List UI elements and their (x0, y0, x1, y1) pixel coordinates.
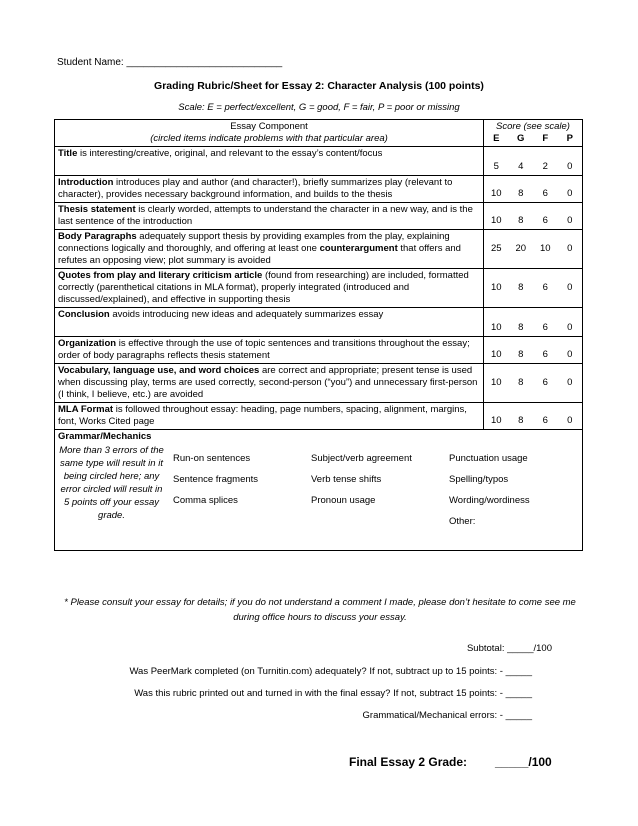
grammar-item: Punctuation usage (449, 453, 528, 464)
score-letter-e: E (493, 133, 500, 144)
score-p: 0 (567, 376, 573, 388)
score-e: 10 (490, 349, 502, 360)
score-f: 6 (542, 349, 548, 360)
score-letter-g: G (517, 133, 525, 144)
final-grade-value: _____/100 (495, 755, 552, 769)
score-p: 0 (567, 215, 573, 226)
component-header: Essay Component (230, 121, 308, 132)
score-header-cell (484, 120, 583, 147)
criterion-cell (55, 337, 484, 364)
score-f: 6 (542, 215, 548, 226)
score-cell (484, 203, 583, 230)
rubric-row-title (55, 147, 583, 176)
score-p: 0 (567, 242, 573, 254)
subtotal-line: Subtotal: _____/100 (466, 643, 552, 654)
grammar-item: Comma splices (173, 495, 238, 506)
score-e: 10 (490, 322, 502, 333)
grammatical-errors-line: Grammatical/Mechanical errors: - _____ (362, 710, 532, 721)
score-cell (484, 364, 583, 403)
score-e: 25 (490, 242, 502, 254)
criterion-cell (55, 176, 484, 203)
score-p: 0 (567, 322, 573, 333)
score-e: 10 (490, 415, 502, 426)
rubric-row-thesis (55, 203, 583, 230)
grammar-item: Other: (449, 516, 476, 527)
criterion-text: adequately support thesis by providing examples from the play, explaining connections logically and thoroughly, and offering at least one (58, 231, 450, 254)
score-g: 8 (518, 349, 524, 360)
score-p: 0 (567, 188, 573, 199)
printed-rubric-line: Was this rubric printed out and turned in with the final essay? If not, subtract 15 points: - _____ (134, 688, 532, 699)
criterion-text: is interesting/creative, original, and relevant to the essay’s content/focus (77, 148, 383, 159)
score-cell (484, 337, 583, 364)
score-g: 8 (518, 376, 524, 388)
criterion-cell (55, 203, 484, 230)
score-p: 0 (567, 281, 573, 293)
score-p: 0 (567, 161, 573, 172)
rubric-row-conclusion (55, 308, 583, 337)
rubric-row-introduction (55, 176, 583, 203)
score-f: 6 (542, 376, 548, 388)
grammar-item: Verb tense shifts (311, 474, 382, 485)
criterion-lead: Thesis statement (58, 204, 136, 215)
grammar-item: Subject/verb agreement (311, 453, 412, 464)
criterion-text: avoids introducing new ideas and adequately summarizes essay (109, 309, 384, 320)
grammar-item-empty (173, 516, 311, 528)
score-f: 6 (542, 188, 548, 199)
final-grade-label: Final Essay 2 Grade: (349, 755, 468, 769)
grammar-title: Grammar/Mechanics (58, 431, 152, 442)
score-cell (484, 269, 583, 308)
scale-legend: Scale: E = perfect/excellent, G = good, F = fair, P = poor or missing (178, 102, 460, 113)
score-g: 8 (518, 415, 524, 426)
criterion-cell (55, 230, 484, 269)
grammar-item-empty (311, 516, 449, 528)
score-e: 10 (490, 188, 502, 199)
score-cell (484, 147, 583, 176)
criterion-lead-2: counterargument (319, 243, 398, 254)
score-cell (484, 230, 583, 269)
score-letters (484, 133, 582, 145)
score-f: 6 (542, 322, 548, 333)
score-letter-p: P (566, 133, 573, 144)
criterion-cell (55, 269, 484, 308)
footnote: * Please consult your essay for details; if you do not understand a comment I made, please don’t hesitate to come see me during office hours to discuss your essay. (64, 597, 576, 623)
grammar-note: More than 3 errors of the same type will result in it being circled here; any error circled will result in 5 points off your essay grade. (59, 445, 164, 521)
score-f: 10 (539, 242, 551, 254)
rubric-row-mla (55, 403, 583, 430)
criterion-lead: MLA Format (58, 404, 114, 415)
score-letter-f: F (542, 133, 549, 144)
score-f: 2 (542, 161, 548, 172)
score-cell (484, 308, 583, 337)
score-p: 0 (567, 349, 573, 360)
score-cell (484, 176, 583, 203)
criterion-lead: Introduction (58, 177, 114, 188)
criterion-lead: Title (58, 148, 78, 159)
score-header: Score (see scale) (496, 121, 570, 132)
score-e: 10 (490, 215, 502, 226)
grammar-error-list (173, 453, 579, 528)
page-title: Grading Rubric/Sheet for Essay 2: Character Analysis (100 points) (154, 80, 484, 92)
score-p: 0 (567, 415, 573, 426)
criterion-lead: Quotes from play and literary criticism article (58, 270, 263, 281)
grammar-item: Pronoun usage (311, 495, 376, 506)
grammar-item: Wording/wordiness (449, 495, 530, 506)
rubric-row-quotes (55, 269, 583, 308)
criterion-lead: Vocabulary, language use, and word choices (58, 365, 260, 376)
component-header-cell (55, 120, 484, 147)
grammar-cell (55, 430, 583, 551)
score-cell (484, 403, 583, 430)
peermark-line: Was PeerMark completed (on Turnitin.com) adequately? If not, subtract up to 15 points: - _____ (129, 666, 532, 677)
criterion-lead: Conclusion (58, 309, 110, 320)
score-e: 10 (490, 376, 502, 388)
grammar-item: Run-on sentences (173, 453, 251, 464)
criterion-cell (55, 147, 484, 176)
score-g: 8 (518, 281, 524, 293)
score-g: 8 (518, 215, 524, 226)
criterion-text: introduces play and author (and character!), briefly summarizes play (relevant to character), provides necessary background information, and builds to the thesis (58, 177, 453, 200)
criterion-text-2: that offers and refutes an opposing view; plot summary is avoided (58, 243, 461, 266)
score-g: 8 (518, 322, 524, 333)
score-g: 20 (515, 242, 527, 254)
rubric-row-vocabulary (55, 364, 583, 403)
criterion-text: is effective through the use of topic sentences and transitions throughout the essay; order of body paragraphs reflects thesis statement (58, 338, 470, 361)
criterion-lead: Body Paragraphs (58, 231, 137, 242)
score-f: 6 (542, 281, 548, 293)
criterion-text: is followed throughout essay: heading, page numbers, spacing, alignment, margins, font, Works Cited page (58, 404, 467, 427)
criterion-text: are correct and appropriate; present tense is used when discussing play, terms are used correctly, second-person (“you”) and unnecessary first-person (I think, I believe, etc.) are avoided (58, 365, 478, 400)
component-header-note: (circled items indicate problems with that particular area) (150, 133, 388, 144)
criterion-lead: Organization (58, 338, 117, 349)
score-e: 5 (493, 161, 499, 172)
score-f: 6 (542, 415, 548, 426)
score-e: 10 (490, 281, 502, 293)
grammar-item: Spelling/typos (449, 474, 509, 485)
rubric-table (54, 119, 583, 551)
score-g: 8 (518, 188, 524, 199)
grammar-item: Sentence fragments (173, 474, 259, 485)
criterion-cell (55, 403, 484, 430)
criterion-text: (found from researching) are included, formatted correctly (parenthetical citations in MLA format), properly integrated (introduced and discussed/explained), and effective in supporting thesis (58, 270, 469, 305)
score-g: 4 (518, 161, 524, 172)
criterion-cell (55, 364, 484, 403)
rubric-row-grammar (55, 430, 583, 551)
criterion-cell (55, 308, 484, 337)
rubric-header-row (55, 120, 583, 147)
criterion-text: is clearly worded, attempts to understand the character in a new way, and is the last sentence of the introduction (58, 204, 473, 227)
rubric-row-body-paragraphs (55, 230, 583, 269)
rubric-row-organization (55, 337, 583, 364)
student-name-line: Student Name: ____________________________ (57, 57, 283, 68)
